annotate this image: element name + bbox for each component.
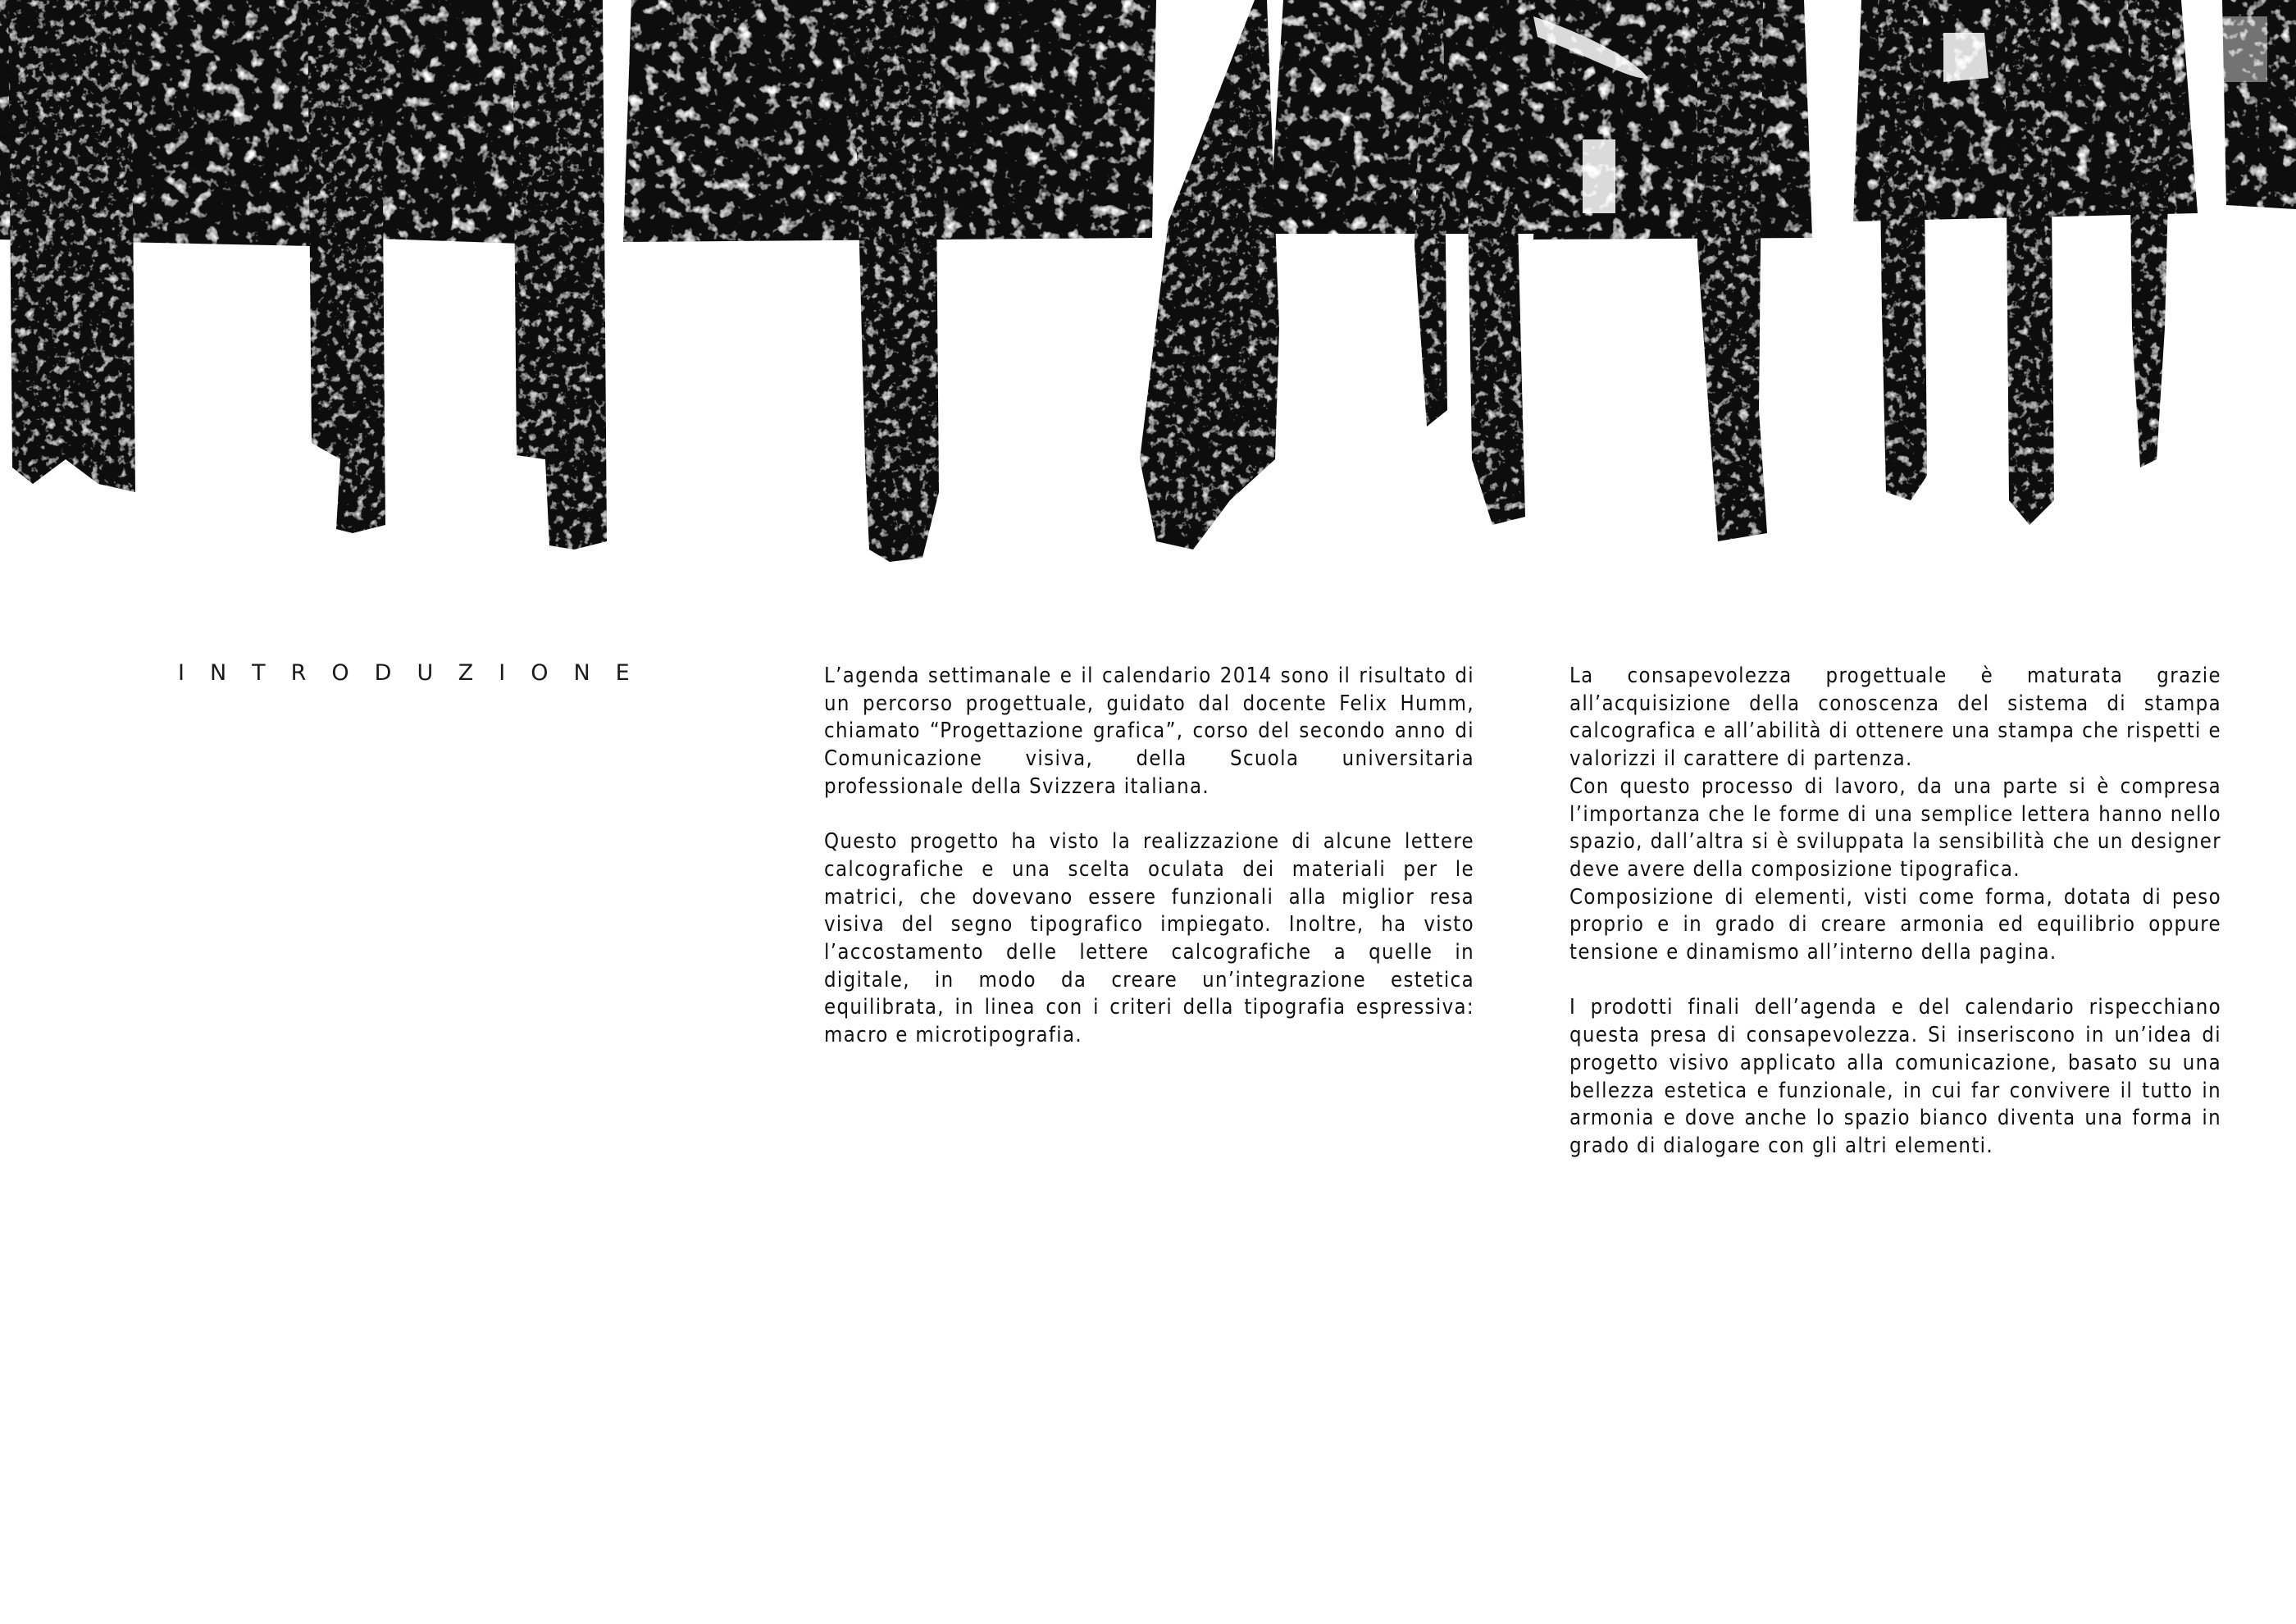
stem-9 xyxy=(1878,0,1927,500)
stem-11 xyxy=(2128,0,2173,468)
intro-sentence: Con questo processo di lavoro, da una parte si è compresa l’importanza che le forme di una semplice lettera hanno nello spazio, dall’altra si è sviluppata la sensibilità che un designer deve avere della composizione tipografica. xyxy=(1569,773,2221,882)
intro-column-middle xyxy=(824,663,1474,1050)
section-title: INTRODUZIONE xyxy=(178,660,655,686)
stem-10 xyxy=(2005,0,2054,525)
intro-column-right xyxy=(1569,663,2221,1161)
stem-8 xyxy=(1697,0,1767,541)
stem-3 xyxy=(512,0,607,550)
scratch-3 xyxy=(1583,139,1615,213)
intro-paragraph-group xyxy=(1569,663,2221,967)
scratch-2 xyxy=(1943,33,1988,82)
stem-2 xyxy=(308,0,385,533)
stem-5 xyxy=(1140,0,1279,550)
stem-7 xyxy=(1468,189,1525,525)
intro-paragraph: L’agenda settimanale e il calendario 2014 sono il risultato di un percorso progettuale, guidato dal docente Felix Humm, chiamato “Progettazione grafica”, corso del secondo anno di Comunicazione visiva, della Scuola universitaria professionale della Svizzera italiana. xyxy=(824,664,1474,799)
calcographic-print-artwork xyxy=(0,0,2296,566)
intro-paragraph: I prodotti finali dell’agenda e del calendario rispecchiano questa presa di consapevolezza. Si inseriscono in un’idea di progetto visivo applicato alla comunicazione, basato su una bellezza estetica e funzionale, in cui far convivere il tutto in armonia e dove anche lo spazio bianco diventa una forma in grado di dialogare con gli altri elementi. xyxy=(1569,995,2221,1158)
stem-1 xyxy=(8,0,135,492)
intro-sentence: La consapevolezza progettuale è maturata grazie all’acquisizione della conoscenza del sistema di stampa calcografica e all’abilità di ottenere una stampa che rispetti e valorizzi il carattere di partenza. xyxy=(1569,664,2221,772)
stem-4 xyxy=(853,0,939,562)
intro-sentence: Composizione di elementi, visti come forma, dotata di peso proprio e in grado di creare armonia ed equilibrio oppure tensione e dinamismo all’interno della pagina. xyxy=(1569,884,2221,965)
scratch-4 xyxy=(2222,16,2267,82)
intro-paragraph: Questo progetto ha visto la realizzazione di alcune lettere calcografiche e una scelta oculata dei materiali per le matrici, che dovevano essere funzionali alla miglior resa visiva del segno tipografico impiegato. Inoltre, ha visto l’accostamento delle lettere calcografiche a quelle in digitale, in modo da creare un’integrazione estetica equilibrata, in linea con i criteri della tipografia espressiva: macro e microtipografia. xyxy=(824,829,1474,1048)
